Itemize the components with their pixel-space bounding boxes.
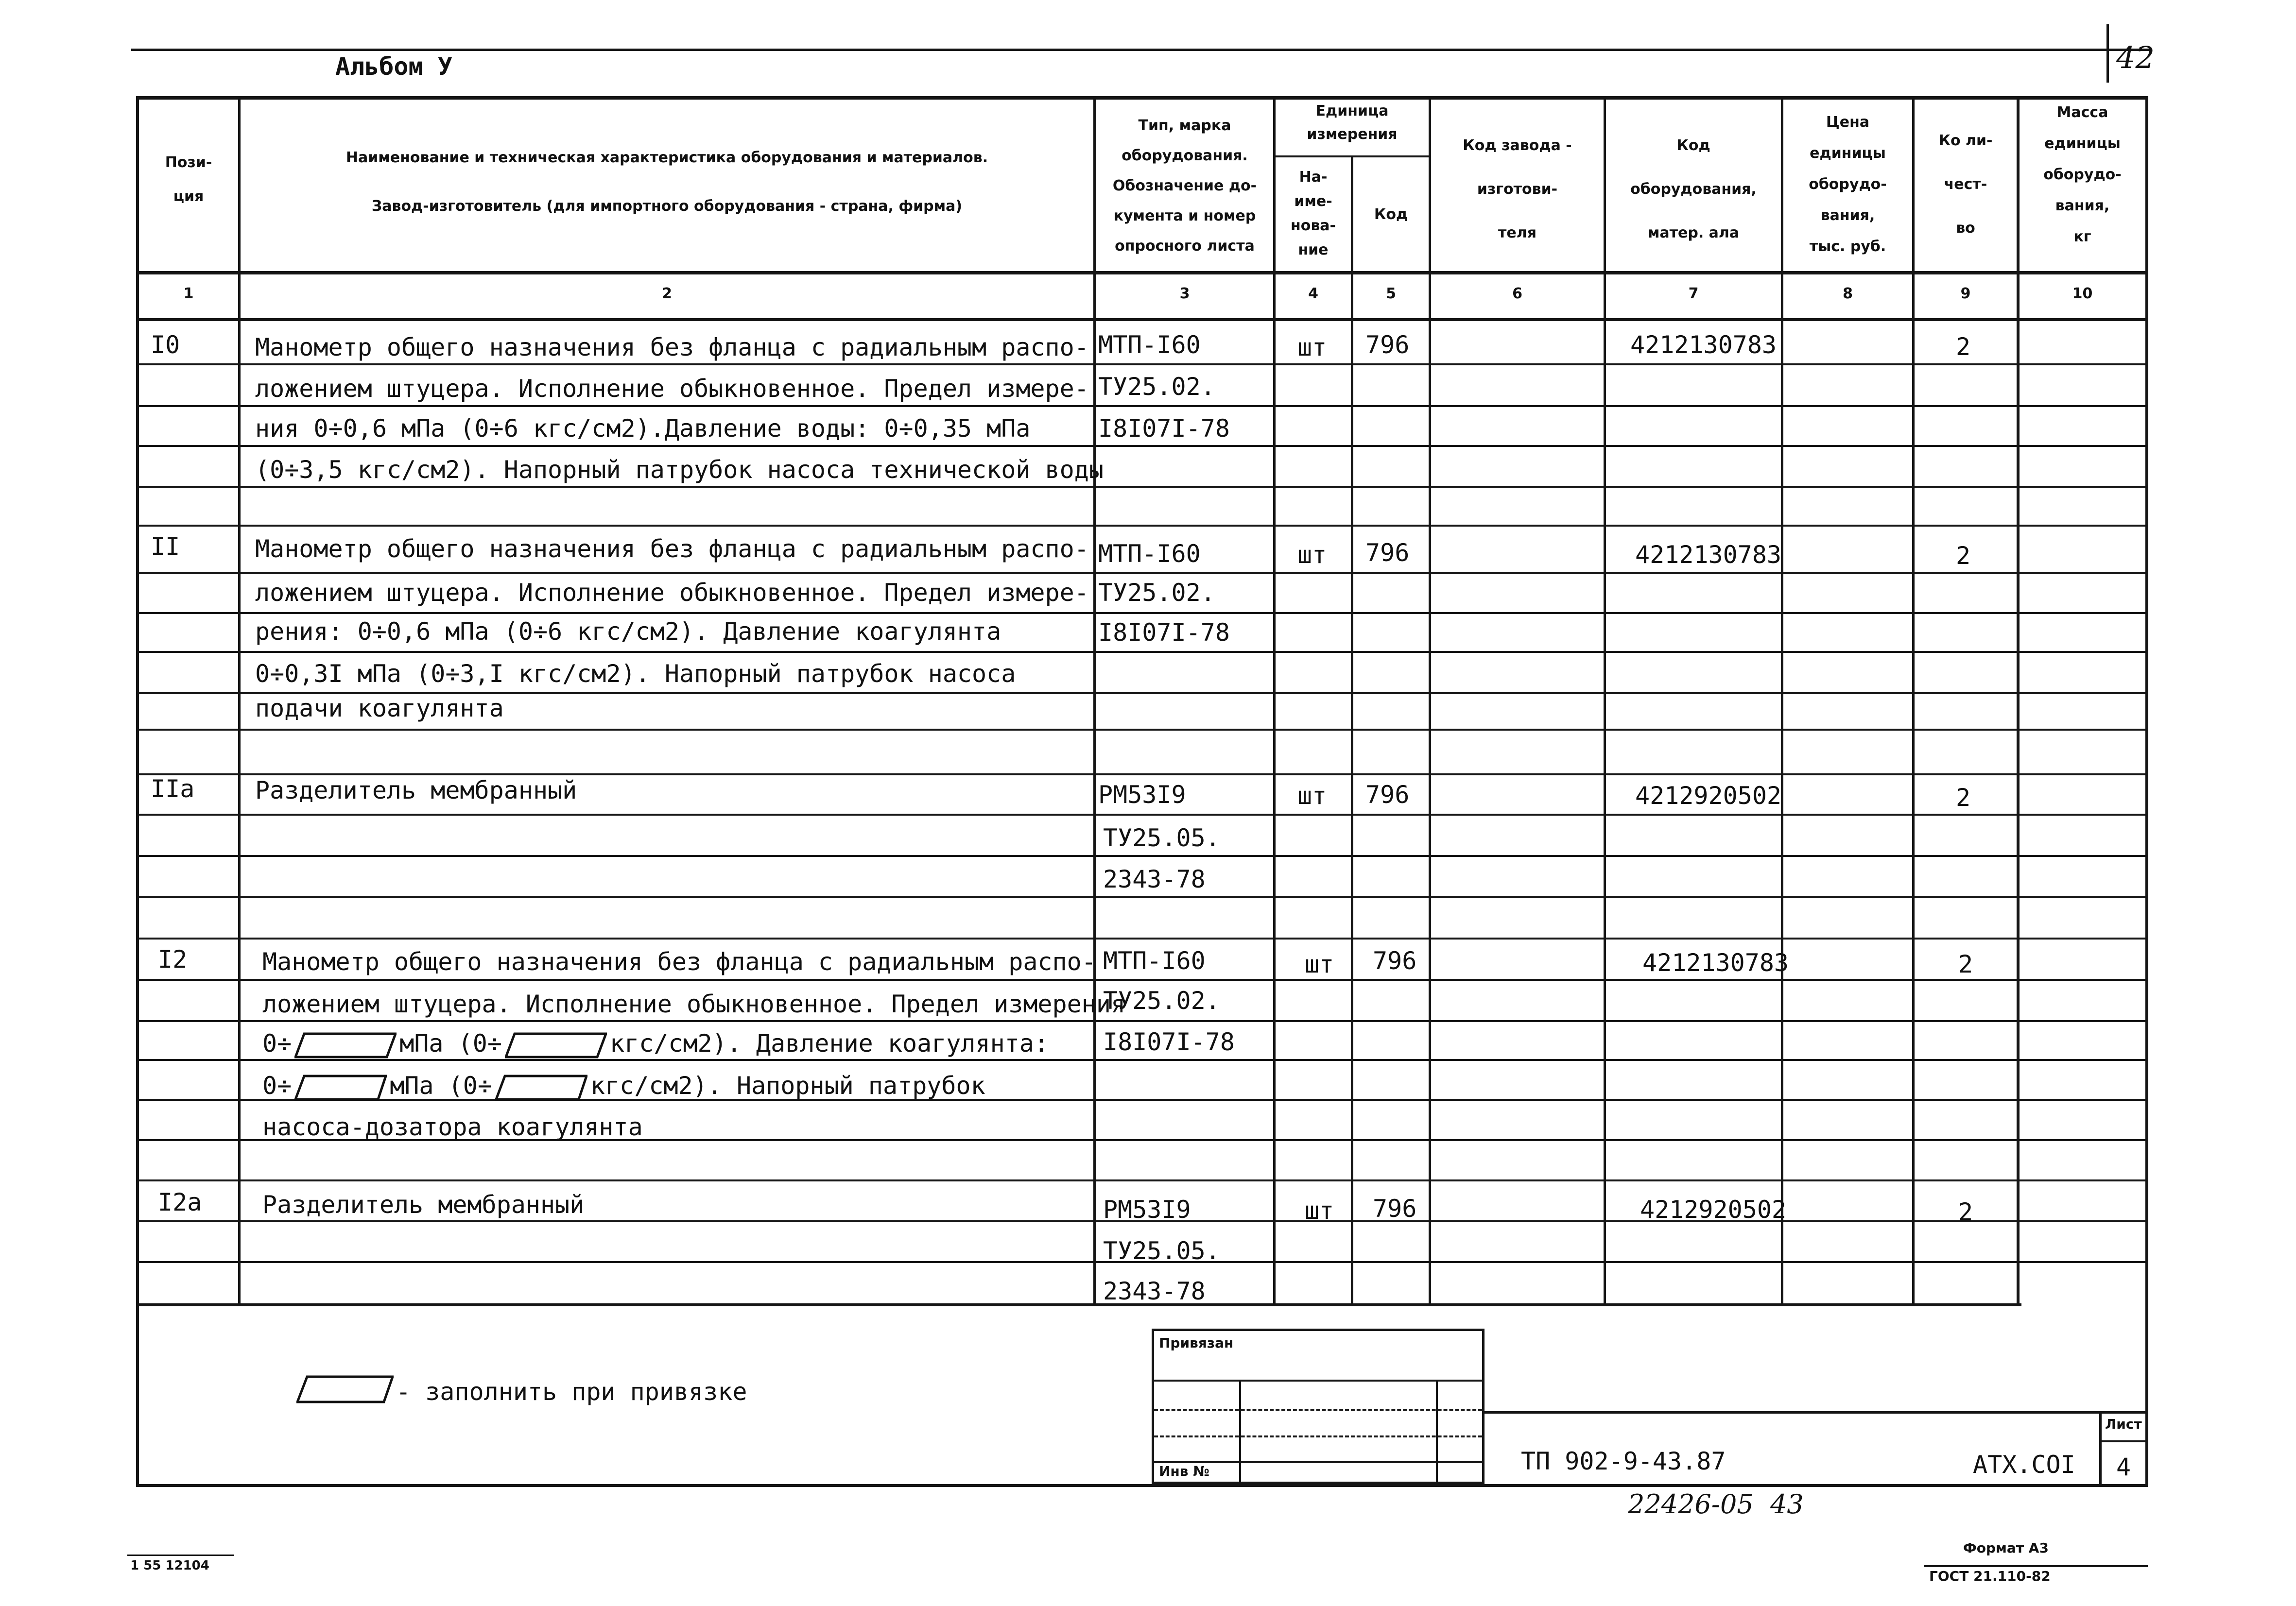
row-separator [136,814,2148,816]
header-col9 [1915,119,2017,250]
row-separator [136,612,2148,614]
row-i2-equip-code: 4212130783 [1642,949,1789,977]
colnum-bottom-border [136,318,2148,321]
colnum-9: 9 [1960,285,1971,302]
row-i0-type3: I8I07I-78 [1098,414,1230,443]
colnum-2: 2 [662,285,672,302]
row-i2-line4 [262,1071,985,1101]
blank-field-legend-icon [296,1375,394,1404]
row-i2a-type1: РМ53I9 [1103,1196,1191,1224]
album-title: Альбом У [335,52,452,81]
row-separator [136,486,2148,488]
frame-bottom-border [136,1484,2148,1487]
page-number-divider [2106,24,2109,83]
header-col2-line1: Наименование и техническая характеристика оборудования и материалов. [345,149,988,166]
print-code-underline [127,1555,234,1556]
row-i2-unit: шт [1305,950,1334,978]
blank-field-icon [294,1074,387,1101]
header-col8 [1783,107,1912,262]
header-col4-line2: име- [1294,193,1332,210]
row-i2-line4-a: 0÷ [262,1072,292,1100]
row-ii-type1: МТП-I60 [1098,540,1201,568]
row-i0-line1: Манометр общего назначения без фланца с радиальным распо- [255,333,1089,361]
row-i2a-unit: шт [1305,1196,1334,1225]
header-col4-line3: нова- [1290,217,1336,234]
row-separator [136,363,2148,365]
print-code: 1 55 12104 [130,1558,209,1573]
row-i0-line4: (0÷3,5 кгс/см2). Напорный патрубок насоса технической воды [255,456,1104,484]
row-ii-type3: I8I07I-78 [1098,618,1230,647]
colnum-3: 3 [1179,285,1190,302]
row-ii-qty: 2 [1956,542,1971,570]
header-col1-line1: Пози- [165,154,212,171]
colnum-5: 5 [1386,285,1396,302]
header-col8-line3: оборудо- [1809,176,1887,193]
header-col7-line3: матер. ала [1647,224,1740,241]
handwritten-inventory-number: 22426-05 43 [1628,1489,1804,1520]
header-col8-line5: тыс. руб. [1809,238,1886,255]
row-i2-line1: Манометр общего назначения без фланца с радиальным распо- [262,948,1096,976]
header-col10 [2020,97,2145,253]
row-iia-type3: 2343-78 [1103,865,1206,893]
row-ii-line4: 0÷0,3I мПа (0÷3,I кгс/см2). Напорный патрубок насоса [255,660,1016,688]
row-iia-qty: 2 [1956,784,1971,812]
header-col4-line4: ние [1298,241,1329,258]
row-iia-type2: ТУ25.05. [1103,824,1220,852]
colnum-7: 7 [1688,285,1699,302]
row-separator [136,525,2148,527]
row-i2-line3-a: 0÷ [262,1029,292,1058]
row-separator [136,1179,2148,1181]
header-col8-line2: единицы [1810,145,1886,162]
row-i2-qty: 2 [1958,950,1973,978]
colnum-1: 1 [183,285,194,302]
row-i2a-line1: Разделитель мембранный [262,1191,585,1219]
colnum-8: 8 [1843,285,1853,302]
header-col10-line2: единицы [2044,135,2121,152]
format-underline [1924,1565,2148,1567]
header-col6-line1: Код завода - [1463,137,1572,154]
header-col10-line5: кг [2073,228,2091,245]
header-col7 [1606,124,1781,255]
header-col3-line5: опросного листа [1115,238,1255,255]
stamp-inv: Инв № [1159,1463,1209,1479]
header-col3-line3: Обозначение до- [1112,177,1257,194]
stamp-privyazan: Привязан [1159,1335,1234,1351]
header-col3 [1096,111,1273,261]
header-col1-line2: ция [173,188,204,205]
title-block-line [1485,1411,2148,1414]
row-separator [136,445,2148,447]
row-i2-line3 [262,1029,1049,1059]
row-i0-code: 796 [1365,331,1410,359]
header-col3-line2: оборудования. [1122,147,1248,164]
row-iia-equip-code: 4212920502 [1635,782,1782,810]
row-i2a-code: 796 [1373,1195,1417,1223]
header-col2-line2: Завод-изготовитель (для импортного оборудования - страна, фирма) [371,198,963,215]
row-i0-qty: 2 [1956,333,1971,361]
top-border-line [131,49,2150,51]
row-separator [136,1059,2148,1061]
document-mark: АТХ.СОI [1973,1451,2075,1479]
document-code: ТП 902-9-43.87 [1521,1447,1726,1475]
row-ii-line1: Манометр общего назначения без фланца с радиальным распо- [255,535,1089,563]
row-i2-type1: МТП-I60 [1103,947,1206,975]
table-right-border [2145,96,2148,1486]
header-col4-line1: На- [1299,169,1328,186]
header-col10-line4: вания, [2055,197,2110,214]
row-i2-type3: I8I07I-78 [1103,1028,1235,1056]
header-unit-line2: измерения [1307,126,1398,143]
row-i2-position: I2 [158,945,188,974]
table-top-border [136,96,2148,100]
row-i2-line3-c: кгс/см2). Давление коагулянта: [609,1029,1049,1058]
colnum-6: 6 [1512,285,1522,302]
format-label: Формат А3 [1963,1540,2049,1556]
row-i0-unit: шт [1297,333,1327,361]
row-i2-line5: насоса-дозатора коагулянта [262,1113,643,1141]
row-iia-position: IIа [151,775,195,803]
blank-field-icon [294,1032,397,1059]
row-i0-line2: ложением штуцера. Исполнение обыкновенное. Предел измере- [255,375,1089,403]
row-ii-equip-code: 4212130783 [1635,541,1782,569]
row-separator [136,938,2148,940]
binding-stamp [1152,1329,1485,1484]
row-i2-line4-b: мПа (0÷ [390,1072,492,1100]
row-separator [136,572,2148,574]
row-separator [136,729,2148,731]
row-i2-code: 796 [1373,947,1417,975]
header-col5: Код [1374,206,1408,223]
row-separator [136,773,2148,775]
row-i0-line3: ния 0÷0,6 мПа (0÷6 кгс/см2).Давление воды: 0÷0,35 мПа [255,414,1031,443]
header-col6 [1431,124,1604,255]
blank-field-icon [505,1032,607,1059]
row-iia-unit: шт [1297,782,1327,810]
row-iia-type1: РМ53I9 [1098,781,1186,809]
header-col9-line3: во [1956,220,1975,237]
legend-text: - заполнить при привязке [396,1378,747,1406]
header-col9-line2: чест- [1944,176,1987,193]
row-ii-code: 796 [1365,539,1410,567]
header-col2 [241,134,1093,231]
header-col9-line1: Ко ли- [1938,132,1993,149]
table-bottom-border [136,1303,2021,1306]
row-i0-type2: ТУ25.02. [1098,373,1215,401]
header-col10-line3: оборудо- [2043,166,2122,183]
row-separator [136,1020,2148,1022]
row-i2a-equip-code: 4212920502 [1640,1196,1787,1224]
sheet-divider [2099,1411,2102,1486]
header-col8-line4: вания, [1820,207,1875,224]
header-col1 [139,146,238,214]
row-i2-type2: ТУ25.02. [1103,987,1220,1015]
row-separator [136,896,2148,898]
header-col3-line1: Тип, марка [1138,117,1231,134]
header-col3-line4: кумента и номер [1113,207,1256,224]
row-i2a-type3: 2343-78 [1103,1277,1206,1305]
row-i0-type1: МТП-I60 [1098,331,1201,359]
header-col8-line1: Цена [1826,114,1870,131]
sheet-label-line [2099,1440,2148,1442]
header-col7-line1: Код [1676,137,1710,154]
gost-label: ГОСТ 21.110-82 [1929,1568,2051,1584]
header-unit-line1: Единица [1315,103,1389,120]
row-ii-line3: рения: 0÷0,6 мПа (0÷6 кгс/см2). Давление коагулянта [255,617,1001,646]
sheet-label: Лист [2105,1416,2142,1432]
row-separator [136,405,2148,407]
row-separator [136,855,2148,857]
row-i2-line4-c: кгс/см2). Напорный патрубок [590,1072,985,1100]
header-col6-line2: изготови- [1477,181,1558,198]
row-i2a-type2: ТУ25.05. [1103,1237,1220,1265]
row-iia-code: 796 [1365,781,1410,809]
row-i0-position: I0 [151,331,180,359]
row-separator [136,651,2148,653]
row-iia-line1: Разделитель мембранный [255,776,577,804]
row-ii-unit: шт [1297,541,1327,569]
row-ii-line5: подачи коагулянта [255,694,504,722]
row-i2a-qty: 2 [1958,1198,1973,1226]
row-i2-line2: ложением штуцера. Исполнение обыкновенное. Предел измерения [262,990,1126,1018]
blank-field-icon [495,1074,587,1101]
header-col4 [1276,165,1351,262]
row-i2-line3-b: мПа (0÷ [399,1029,502,1058]
colnum-10: 10 [2072,285,2093,302]
row-ii-position: II [151,532,180,561]
col4-divider [1351,155,1353,1306]
header-col7-line2: оборудования, [1630,181,1757,198]
row-i0-equip-code: 4212130783 [1630,331,1777,359]
header-col6-line3: теля [1498,224,1536,241]
row-i2a-position: I2а [158,1188,202,1216]
header-unit-group [1276,100,1429,146]
row-separator [136,979,2148,981]
page-number: 42 [2116,40,2155,75]
header-col10-line1: Масса [2056,104,2108,121]
row-ii-line2: ложением штуцера. Исполнение обыкновенное. Предел измере- [255,579,1089,607]
row-ii-type2: ТУ25.02. [1098,579,1215,607]
colnum-4: 4 [1308,285,1318,302]
sheet-number: 4 [2116,1453,2131,1481]
